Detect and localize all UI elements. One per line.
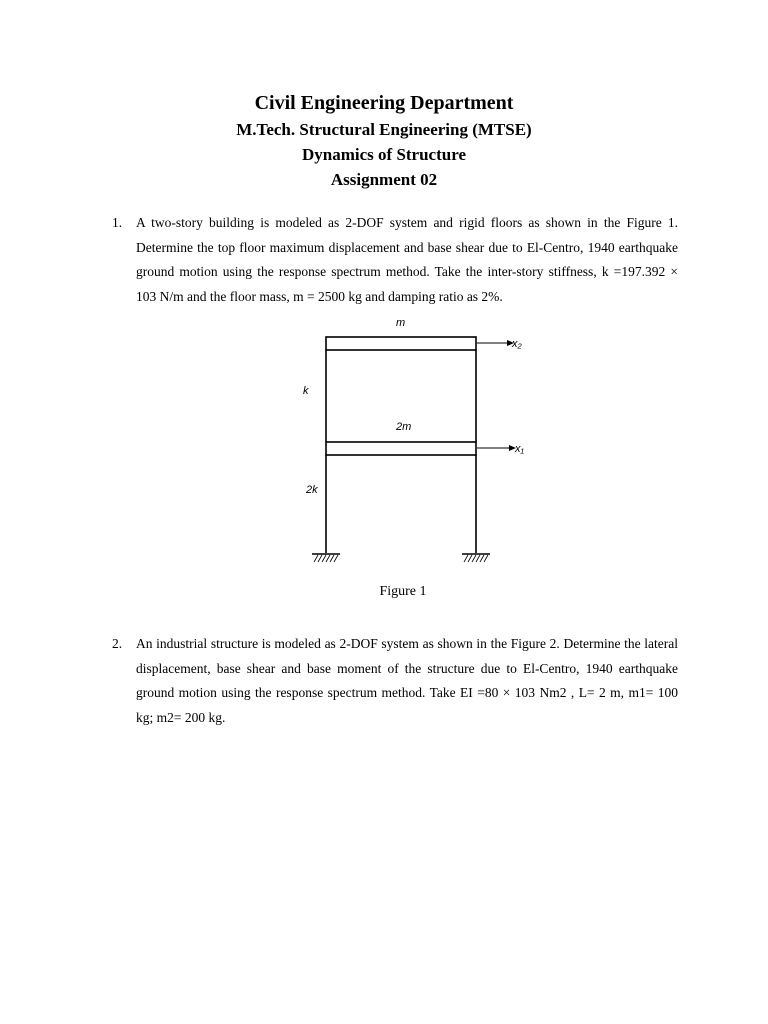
figure-caption: Figure 1 [379,584,427,599]
course-title: Dynamics of Structure [302,145,466,164]
top-dof-label: x₂ [512,338,522,350]
lower-mass-label: 2m [396,421,412,433]
right-fixed-support [462,554,490,562]
question-1 [112,211,678,309]
top-mass-label: m [396,317,406,329]
department-title: Civil Engineering Department [254,92,514,114]
lower-dof-label: x₁ [515,443,524,455]
lower-floor-slab [326,442,476,455]
question-2 [112,632,678,730]
question-number: 1. [112,215,123,230]
dof-arrow-top [477,340,514,346]
figure-1-frame-diagram [290,310,550,580]
assignment-title: Assignment 02 [330,170,438,189]
program-title: M.Tech. Structural Engineering (MTSE) [236,120,532,139]
question-text: An industrial structure is modeled as 2-DOF system as shown in the Figure 2. Determine the lateral displacement, base shear and base moment of the structure due to El-Centro, 1940 earthquake ground motion using the response spectrum method. Take EI =80 × 103 Nm2 , L= 2 m, m1= 100 kg; m2= 200 kg. [136,636,678,725]
lower-stiffness-label: 2k [306,484,318,496]
question-text: A two-story building is modeled as 2-DOF system and rigid floors as shown in the Figure 1. Determine the top floor maximum displacement and base shear due to El-Centro, 1940 earthquake ground motion using the response spectrum method. Take the inter-story stiffness, k =197.392 × 103 N/m and the floor mass, m = 2500 kg and damping ratio as 2%. [136,215,678,304]
upper-stiffness-label: k [303,385,309,397]
question-number: 2. [112,636,123,651]
left-fixed-support [312,554,340,562]
dof-arrow-lower [477,445,516,451]
top-floor-slab [326,337,476,350]
